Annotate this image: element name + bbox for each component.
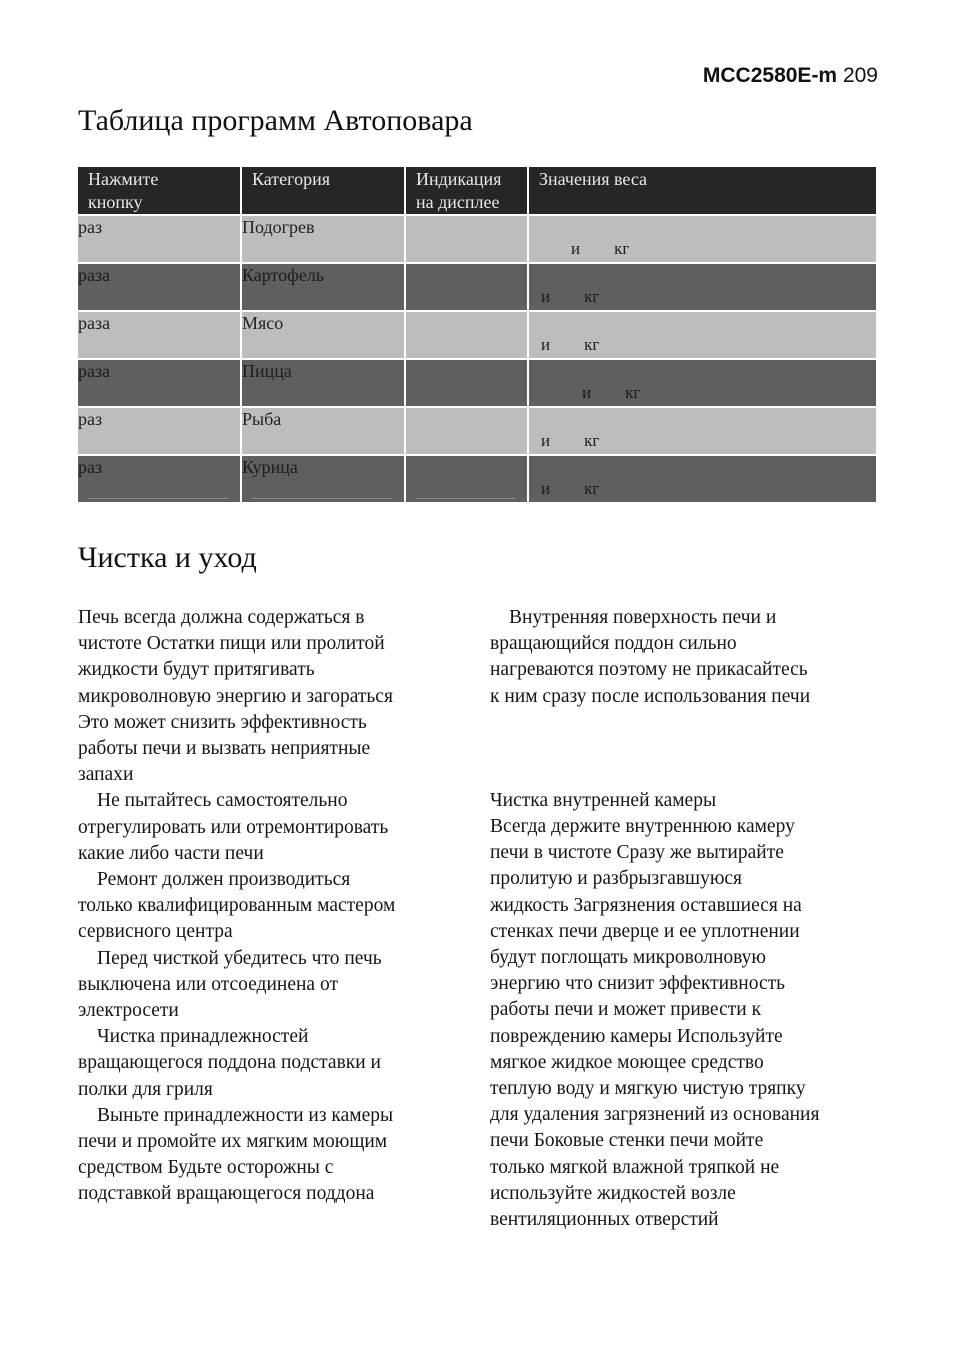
category-cell: Подогрев (241, 215, 405, 263)
paragraph-line: нагреваются поэтому не прикасайтесь (490, 659, 808, 681)
paragraph-line: Внутренняя поверхность печи и (509, 607, 777, 628)
weight-range-text: и кг (541, 431, 600, 450)
table-header-row (78, 167, 876, 215)
weight-cell (528, 215, 876, 263)
cell-underline (252, 498, 392, 499)
press-count-cell: раз (78, 215, 241, 263)
paragraph-line: подставкой вращающегося поддона (78, 1183, 375, 1205)
table-row (78, 311, 876, 359)
weight-range-text: и кг (582, 383, 641, 402)
weight-cell (528, 455, 876, 503)
weight-range-text: и кг (541, 479, 600, 498)
column-header-press: Нажмите кнопку (78, 167, 241, 215)
press-count-cell: раза (78, 311, 241, 359)
program-table-title: Таблица программ Автоповара (78, 104, 473, 137)
weight-range-text: и кг (541, 335, 600, 354)
cell-underline (416, 498, 515, 499)
column-header-display: Индикация на дисплее (405, 167, 528, 215)
category-cell: Пицца (241, 359, 405, 407)
weight-cell (528, 359, 876, 407)
cleaning-left-column (78, 605, 470, 1208)
paragraph-line: полки для гриля (78, 1078, 213, 1100)
press-count-cell: раза (78, 359, 241, 407)
paragraph-line: Это может снизить эффективность (78, 711, 367, 733)
paragraph-line: выключена или отсоединена от (78, 973, 338, 995)
table-row (78, 215, 876, 263)
column-header-category: Категория (241, 167, 405, 215)
weight-range-text: и кг (571, 239, 630, 258)
table-row (78, 263, 876, 311)
paragraph-line: электросети (78, 1000, 179, 1022)
paragraph-line: Выньте принадлежности из камеры (97, 1104, 394, 1126)
table-row (78, 359, 876, 407)
press-count-cell: раз (78, 407, 241, 455)
paragraph-line: мягкое жидкое моющее средство (490, 1051, 764, 1073)
paragraph-line: жидкость Загрязнения оставшиеся на (490, 894, 802, 916)
cell-underline (88, 498, 228, 499)
display-cell (405, 311, 528, 359)
paragraph-line: теплую воду и мягкую чистую тряпку (490, 1078, 806, 1100)
category-cell: Рыба (241, 407, 405, 455)
weight-cell (528, 263, 876, 311)
paragraph-line: запахи (78, 764, 134, 786)
paragraph-line: используйте жидкостей возле (490, 1182, 736, 1204)
table-row (78, 407, 876, 455)
paragraph-line: печи в чистоте Сразу же вытирайте (490, 842, 784, 864)
display-cell (405, 407, 528, 455)
weight-range-text: и кг (541, 287, 600, 306)
paragraph-line: печи Боковые стенки печи мойте (490, 1130, 764, 1152)
category-cell: Курица (241, 455, 405, 503)
press-count-cell: раз (78, 455, 241, 503)
paragraph-line: Чистка принадлежностей (97, 1026, 309, 1048)
paragraph-line: только мягкой влажной тряпкой не (490, 1156, 780, 1178)
column-spacer (490, 710, 890, 788)
paragraph-line: работы печи и может привести к (490, 999, 762, 1021)
subsection-heading: Чистка внутренней камеры (490, 789, 717, 811)
category-cell: Мясо (241, 311, 405, 359)
paragraph-line: вентиляционных отверстий (490, 1209, 719, 1231)
display-cell (405, 359, 528, 407)
paragraph-line: какие либо части печи (78, 842, 264, 864)
program-table (78, 167, 876, 504)
display-cell (405, 263, 528, 311)
cleaning-right-column (490, 605, 890, 1233)
paragraph-line: средством Будьте осторожны с (78, 1157, 334, 1179)
paragraph-line: к ним сразу после использования печи (490, 685, 811, 707)
paragraph-line: энергию что снизит эффективность (490, 973, 786, 995)
paragraph-line: печи и промойте их мягким моющим (78, 1131, 388, 1153)
paragraph-line: только квалифицированным мастером (78, 895, 396, 917)
page-number: 209 (842, 64, 878, 87)
paragraph-line: вращающегося поддона подставки и (78, 1052, 381, 1074)
press-count-cell: раза (78, 263, 241, 311)
paragraph-line: Печь всегда должна содержаться в (78, 607, 365, 628)
paragraph-line: Перед чисткой убедитесь что печь (97, 947, 382, 969)
cleaning-section-title: Чистка и уход (78, 541, 257, 574)
paragraph-line: повреждению камеры Используйте (490, 1025, 783, 1047)
weight-cell (528, 407, 876, 455)
column-header-weight: Значения веса (528, 167, 876, 215)
paragraph-line: микроволновую энергию и загораться (78, 685, 393, 707)
paragraph-line: для удаления загрязнений из основания (490, 1104, 820, 1126)
paragraph-line: отрегулировать или отремонтировать (78, 816, 389, 838)
paragraph-line: работы печи и вызвать неприятные (78, 738, 371, 760)
paragraph-line: вращающийся поддон сильно (490, 633, 737, 655)
paragraph-line: Всегда держите внутреннюю камеру (490, 816, 795, 838)
paragraph-line: стенках печи дверце и ее уплотнении (490, 920, 800, 942)
page-header (703, 64, 878, 88)
paragraph-line: Не пытайтесь самостоятельно (97, 790, 348, 812)
paragraph-line: Ремонт должен производиться (97, 869, 351, 891)
display-cell (405, 215, 528, 263)
paragraph-line: сервисного центра (78, 921, 233, 943)
category-cell: Картофель (241, 263, 405, 311)
model-number: MCC2580E-m (702, 64, 838, 87)
paragraph-line: пролитую и разбрызгавшуюся (490, 868, 743, 890)
table-row (78, 455, 876, 503)
display-cell (405, 455, 528, 503)
paragraph-line: чистоте Остатки пищи или пролитой (78, 633, 385, 655)
paragraph-line: будут поглощать микроволновую (490, 947, 766, 969)
paragraph-line: жидкости будут притягивать (78, 659, 315, 681)
weight-cell (528, 311, 876, 359)
